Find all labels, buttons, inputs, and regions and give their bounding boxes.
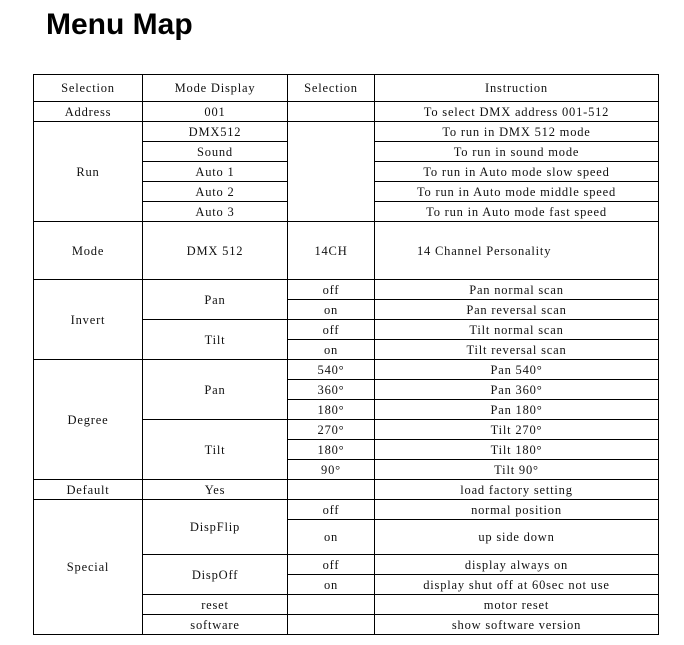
instruction-cell: up side down [375, 520, 659, 555]
header-selection-2: Selection [288, 75, 375, 102]
selection-cell [288, 595, 375, 615]
selection-cell: on [288, 300, 375, 320]
instruction-cell: To run in Auto mode slow speed [375, 162, 659, 182]
instruction-cell: To run in Auto mode fast speed [375, 202, 659, 222]
selection-cell: 90° [288, 460, 375, 480]
instruction-cell: show software version [375, 615, 659, 635]
selection-cell: on [288, 575, 375, 595]
header-row [34, 75, 659, 102]
selection-cell [288, 122, 375, 222]
table-row [34, 280, 659, 300]
mode-display-cell: reset [143, 595, 288, 615]
instruction-cell: Tilt reversal scan [375, 340, 659, 360]
section-address: Address [34, 102, 143, 122]
mode-display-cell: 001 [143, 102, 288, 122]
selection-cell [288, 102, 375, 122]
mode-display-cell: Tilt [143, 320, 288, 360]
mode-display-cell: Auto 3 [143, 202, 288, 222]
instruction-cell: To run in DMX 512 mode [375, 122, 659, 142]
selection-cell: 180° [288, 400, 375, 420]
instruction-cell: load factory setting [375, 480, 659, 500]
section-degree: Degree [34, 360, 143, 480]
mode-display-cell: Auto 1 [143, 162, 288, 182]
instruction-cell: normal position [375, 500, 659, 520]
mode-display-cell: DispOff [143, 555, 288, 595]
selection-cell: 14CH [288, 222, 375, 280]
section-invert: Invert [34, 280, 143, 360]
selection-cell [288, 480, 375, 500]
selection-cell: 360° [288, 380, 375, 400]
selection-cell [288, 615, 375, 635]
instruction-cell: To select DMX address 001-512 [375, 102, 659, 122]
mode-display-cell: DMX512 [143, 122, 288, 142]
menu-map-table [33, 74, 659, 635]
section-default: Default [34, 480, 143, 500]
selection-cell: 270° [288, 420, 375, 440]
section-mode: Mode [34, 222, 143, 280]
section-run: Run [34, 122, 143, 222]
mode-display-cell: software [143, 615, 288, 635]
page-title: Menu Map [46, 8, 193, 41]
mode-display-cell: Tilt [143, 420, 288, 480]
table-row [34, 360, 659, 380]
mode-display-cell: DispFlip [143, 500, 288, 555]
instruction-cell: Pan 540° [375, 360, 659, 380]
mode-display-cell: Pan [143, 280, 288, 320]
instruction-cell: display shut off at 60sec not use [375, 575, 659, 595]
instruction-cell: Pan normal scan [375, 280, 659, 300]
selection-cell: 540° [288, 360, 375, 380]
section-special: Special [34, 500, 143, 635]
instruction-cell: Tilt 180° [375, 440, 659, 460]
instruction-cell: Tilt normal scan [375, 320, 659, 340]
instruction-cell: Pan reversal scan [375, 300, 659, 320]
mode-display-cell: Yes [143, 480, 288, 500]
instruction-cell: display always on [375, 555, 659, 575]
selection-cell: on [288, 340, 375, 360]
header-mode-display: Mode Display [143, 75, 288, 102]
selection-cell: off [288, 280, 375, 300]
instruction-cell: Pan 180° [375, 400, 659, 420]
table-row [34, 500, 659, 520]
instruction-cell: Tilt 270° [375, 420, 659, 440]
mode-display-cell: Auto 2 [143, 182, 288, 202]
table-row [34, 480, 659, 500]
table-row [34, 122, 659, 142]
instruction-cell: motor reset [375, 595, 659, 615]
mode-display-cell: DMX 512 [143, 222, 288, 280]
mode-display-cell: Sound [143, 142, 288, 162]
selection-cell: off [288, 555, 375, 575]
header-instruction: Instruction [375, 75, 659, 102]
header-selection: Selection [34, 75, 143, 102]
selection-cell: off [288, 320, 375, 340]
table-row [34, 102, 659, 122]
mode-display-cell: Pan [143, 360, 288, 420]
selection-cell: off [288, 500, 375, 520]
selection-cell: 180° [288, 440, 375, 460]
selection-cell: on [288, 520, 375, 555]
instruction-cell: 14 Channel Personality [375, 222, 659, 280]
instruction-cell: To run in Auto mode middle speed [375, 182, 659, 202]
instruction-cell: To run in sound mode [375, 142, 659, 162]
instruction-cell: Tilt 90° [375, 460, 659, 480]
instruction-cell: Pan 360° [375, 380, 659, 400]
table-row [34, 222, 659, 280]
